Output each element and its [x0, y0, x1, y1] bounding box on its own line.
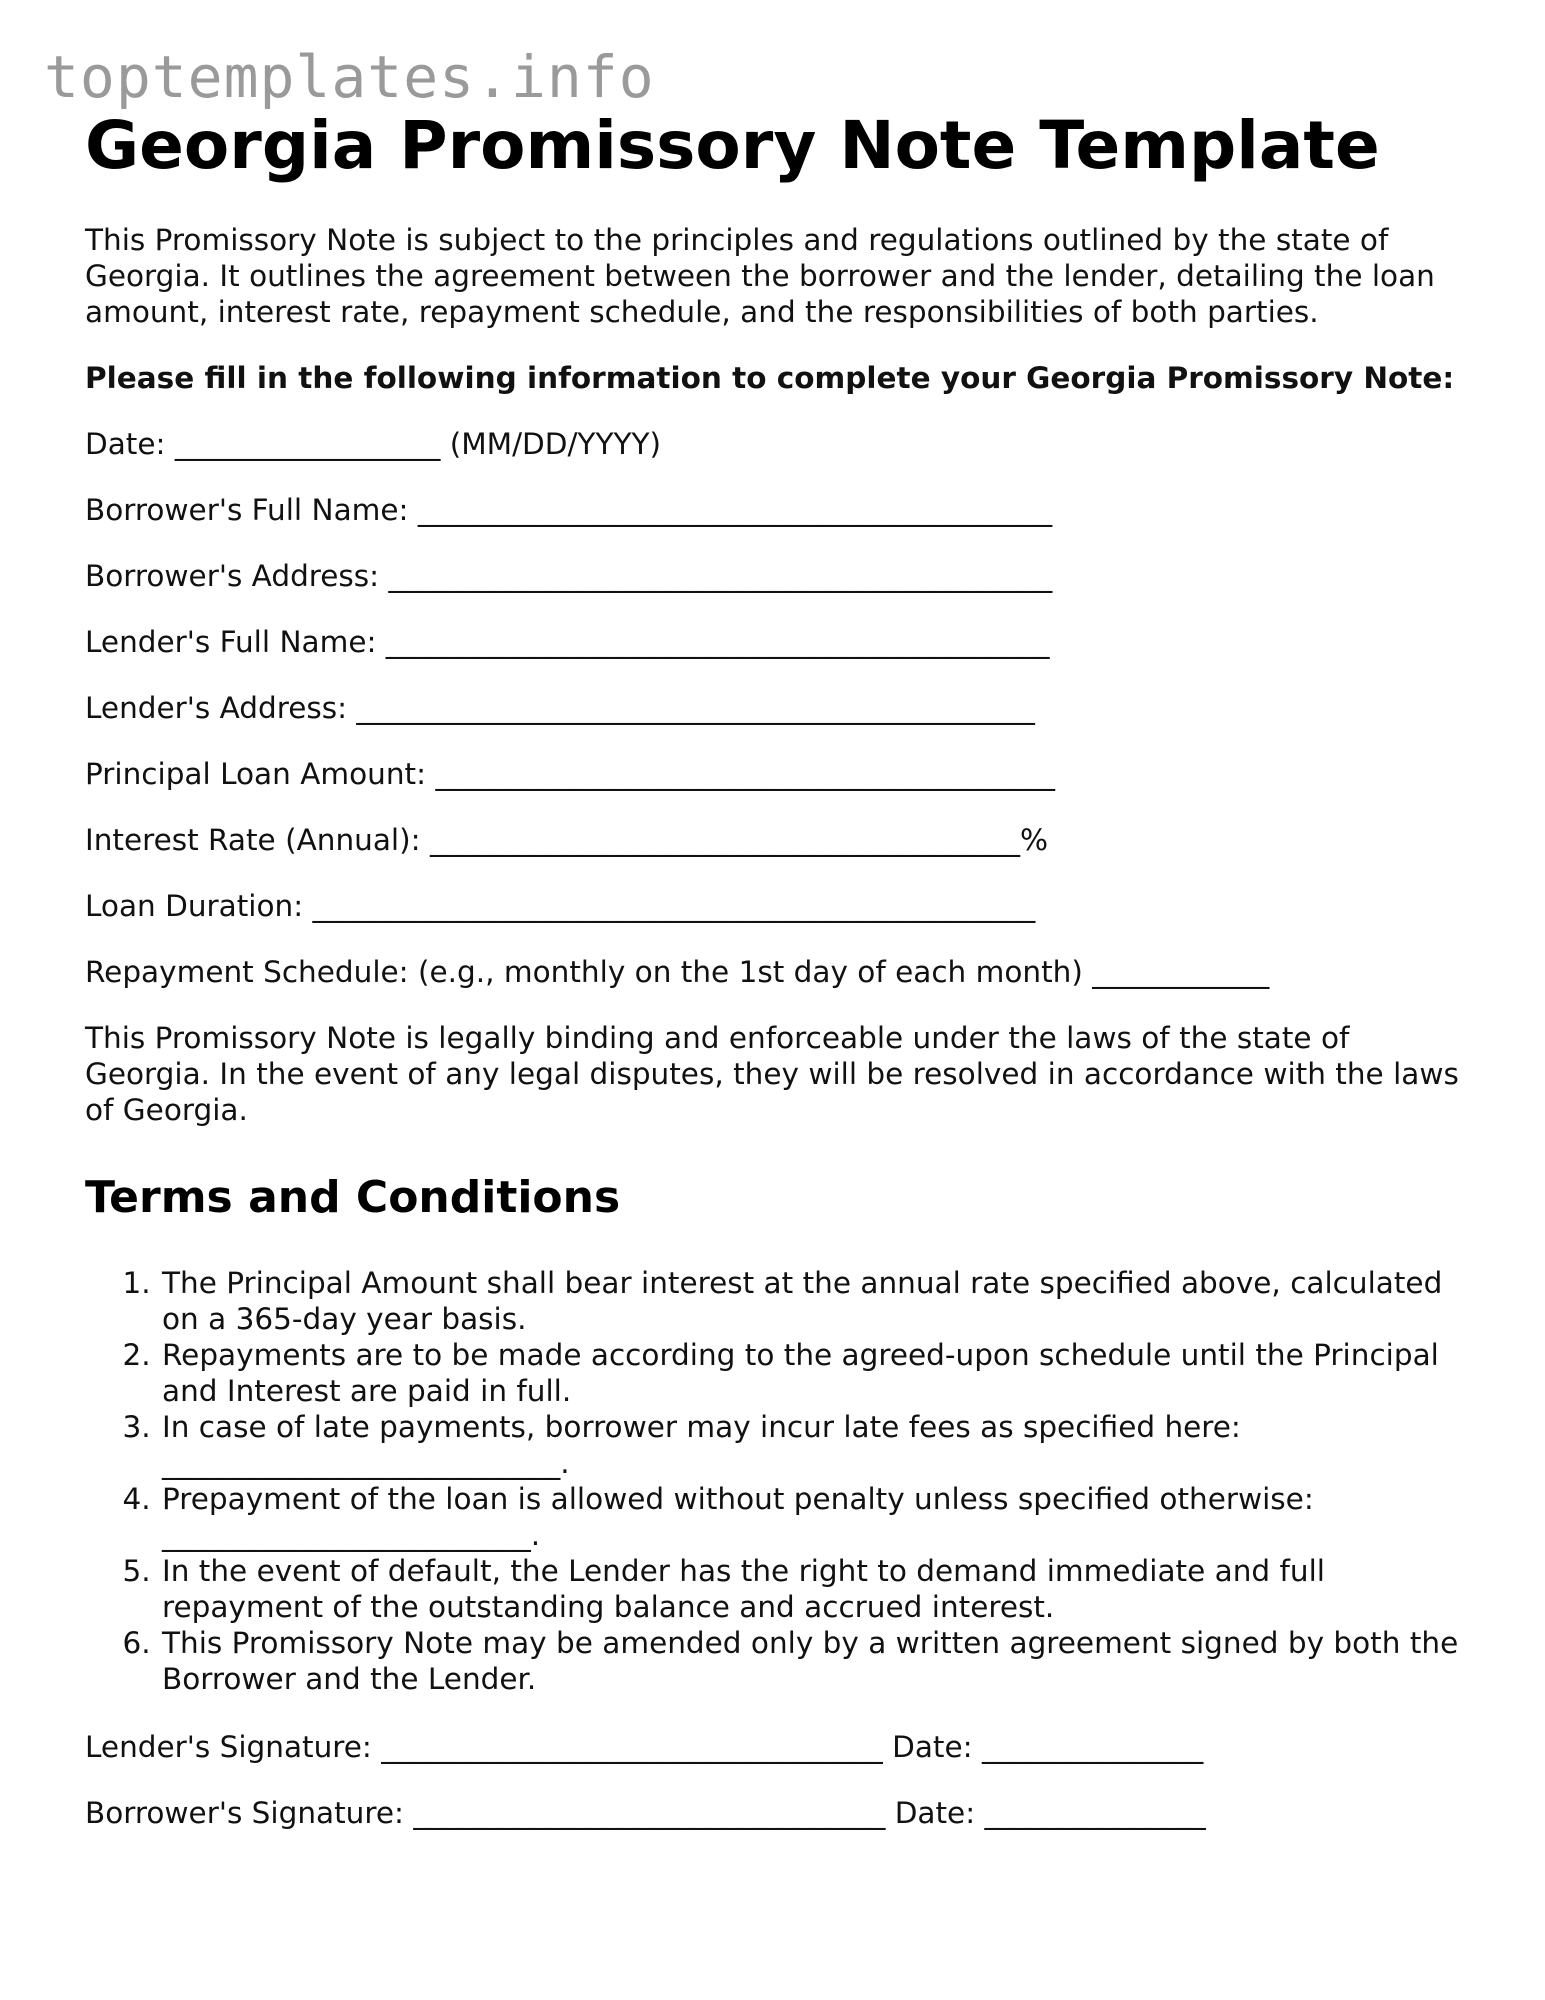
- field-borrower-address[interactable]: Borrower's Address: _____________________________________________: [85, 558, 1053, 593]
- field-repayment-schedule[interactable]: Repayment Schedule: (e.g., monthly on the 1st day of each month) ____________: [85, 954, 1270, 989]
- borrower-signature-line[interactable]: Borrower's Signature: ________________________________ Date: _______________: [85, 1795, 1206, 1830]
- lender-signature-line[interactable]: Lender's Signature: __________________________________ Date: _______________: [85, 1729, 1204, 1764]
- field-loan-duration[interactable]: Loan Duration: _________________________________________________: [85, 888, 1036, 923]
- field-date[interactable]: Date: __________________ (MM/DD/YYYY): [85, 426, 662, 461]
- watermark: toptemplates.info: [44, 43, 655, 111]
- terms-list: [85, 1265, 1465, 1697]
- term-item: 6. This Promissory Note may be amended only by a written agreement signed by both the Borrower and the Lender.: [160, 1625, 1465, 1697]
- field-lender-name[interactable]: Lender's Full Name: _____________________________________________: [85, 624, 1050, 659]
- term-item: 2. Repayments are to be made according to the agreed-upon schedule until the Principal and Interest are paid in full.: [160, 1337, 1465, 1409]
- field-borrower-name[interactable]: Borrower's Full Name: ___________________________________________: [85, 492, 1053, 527]
- term-item[interactable]: 3. In case of late payments, borrower may incur late fees as specified here: ___________________________.: [160, 1409, 1465, 1481]
- field-interest-rate[interactable]: Interest Rate (Annual): ________________________________________%: [85, 822, 1048, 857]
- document-page: [85, 108, 1465, 1831]
- field-lender-address[interactable]: Lender's Address: ______________________________________________: [85, 690, 1035, 725]
- term-item: 5. In the event of default, the Lender has the right to demand immediate and full repayment of the outstanding balance and accrued interest.: [160, 1553, 1465, 1625]
- term-item[interactable]: 4. Prepayment of the loan is allowed without penalty unless specified otherwise: _________________________.: [160, 1481, 1465, 1553]
- intro-paragraph: This Promissory Note is subject to the principles and regulations outlined by the state of Georgia. It outlines the agreement between the borrower and the lender, detailing the loan amount, interest rate, repayment schedule, and the responsibilities of both parties.: [85, 222, 1435, 329]
- fill-instruction: Please fill in the following information to complete your Georgia Promissory Note:: [85, 360, 1455, 395]
- page-title: Georgia Promissory Note Template: [85, 107, 1380, 184]
- term-item: 1. The Principal Amount shall bear interest at the annual rate specified above, calculated on a 365-day year basis.: [160, 1265, 1465, 1337]
- field-principal-amount[interactable]: Principal Loan Amount: __________________________________________: [85, 756, 1055, 791]
- terms-heading: Terms and Conditions: [85, 1171, 621, 1223]
- legal-binding-paragraph: This Promissory Note is legally binding and enforceable under the laws of the state of Georgia. In the event of any legal disputes, they will be resolved in accordance with the laws of Georgia.: [85, 1020, 1459, 1127]
